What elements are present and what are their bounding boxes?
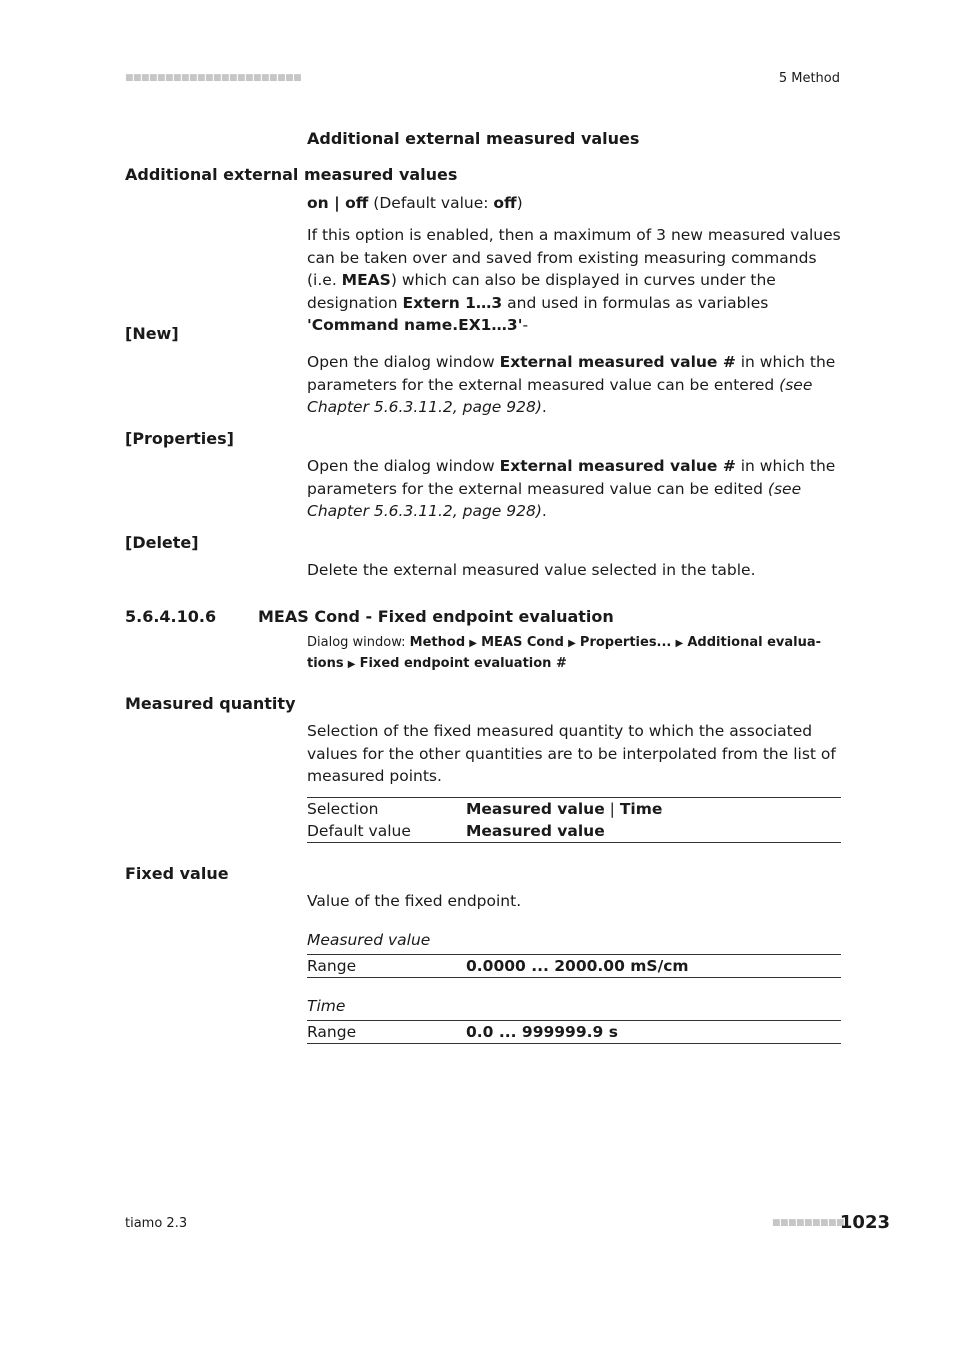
param-name-delete: [Delete]	[125, 533, 199, 552]
default-suffix: )	[516, 194, 523, 212]
chapter-label: 5 Method	[778, 71, 840, 86]
option-off: off	[345, 194, 369, 212]
header-decoration: ■■■■■■■■■■■■■■■■■■■■■■	[125, 73, 302, 83]
range-table-measured-value	[307, 954, 841, 978]
measured-quantity-table	[307, 797, 841, 843]
footer-decoration: ■■■■■■■■■	[772, 1218, 845, 1228]
path-additional-evaluations-part1: Additional evalua-	[687, 635, 822, 650]
range-table-time	[307, 1020, 841, 1044]
path-properties: Properties...	[579, 635, 672, 650]
range-value: 0.0000 ... 2000.00 mS/cm	[466, 957, 689, 975]
chapter-reference[interactable]: (see Chapter 5.6.3.11.2, page 928)	[307, 375, 813, 416]
table-row	[307, 955, 841, 978]
param-name-fixed-value: Fixed value	[125, 864, 229, 883]
param-description-fixed-value: Value of the fixed endpoint.	[307, 892, 522, 910]
path-additional-evaluations-part2: tions	[307, 656, 344, 671]
default-label: Default value	[307, 822, 411, 840]
path-method: Method	[409, 635, 466, 650]
option-separator: |	[328, 194, 346, 212]
param-description-properties: Open the dialog window External measured value # in which the parameters for the external measured value can be edited (see Chapter 5.6.3.11.2, page 928).	[307, 457, 836, 520]
table-row	[307, 798, 841, 821]
arrow-icon: ▶	[469, 638, 477, 649]
section-number: 5.6.4.10.6	[125, 607, 217, 626]
dialog-path: Dialog window: Method ▶ MEAS Cond ▶ Properties... ▶ Additional evalua- tions ▶ Fixed endpoint evaluation #	[307, 635, 822, 671]
param-description-measured-quantity: Selection of the fixed measured quantity to which the associated values for the other quantities are to be interpolated from the list of measured points.	[307, 722, 836, 785]
table-caption-measured-value: Measured value	[307, 931, 431, 949]
chapter-reference[interactable]: (see Chapter 5.6.3.11.2, page 928)	[307, 479, 802, 520]
arrow-icon: ▶	[568, 638, 576, 649]
table-caption-time: Time	[307, 997, 346, 1015]
range-value: 0.0 ... 999999.9 s	[466, 1023, 618, 1041]
param-description-new: Open the dialog window External measured value # in which the parameters for the external measured value can be entered (see Chapter 5.6.3.11.2, page 928).	[307, 353, 836, 416]
param-description-delete: Delete the external measured value selected in the table.	[307, 561, 756, 579]
section-title: MEAS Cond - Fixed endpoint evaluation	[258, 607, 614, 626]
param-name-measured-quantity: Measured quantity	[125, 694, 296, 713]
param-name-additional-external: Additional external measured values	[125, 165, 458, 184]
page-number: 1023	[839, 1212, 890, 1233]
table-row	[307, 820, 841, 843]
table-row	[307, 1021, 841, 1044]
range-label: Range	[307, 1023, 357, 1041]
arrow-icon: ▶	[347, 659, 356, 670]
param-name-new: [New]	[125, 324, 179, 343]
path-fixed-endpoint: Fixed endpoint evaluation #	[359, 656, 567, 671]
default-prefix: (Default value:	[368, 194, 494, 212]
arrow-icon: ▶	[675, 638, 684, 649]
selection-label: Selection	[307, 800, 379, 818]
default-value: Measured value	[466, 822, 605, 840]
selection-values: Measured value | Time	[466, 800, 663, 818]
param-description-additional-external: If this option is enabled, then a maximum of 3 new measured values can be taken over and saved from existing measuring commands (i.e. MEAS) which can also be displayed in curves under the designation Extern 1…3 and used in formulas as variables 'Command name.EX1…3'-	[307, 226, 841, 334]
default-value: off	[493, 194, 517, 212]
footer-product: tiamo 2.3	[125, 1216, 188, 1231]
param-value-line	[307, 192, 847, 215]
option-on: on	[307, 194, 329, 212]
param-name-properties: [Properties]	[125, 429, 234, 448]
intro-heading: Additional external measured values	[307, 129, 640, 148]
path-meas-cond: MEAS Cond	[481, 635, 564, 650]
range-label: Range	[307, 957, 357, 975]
